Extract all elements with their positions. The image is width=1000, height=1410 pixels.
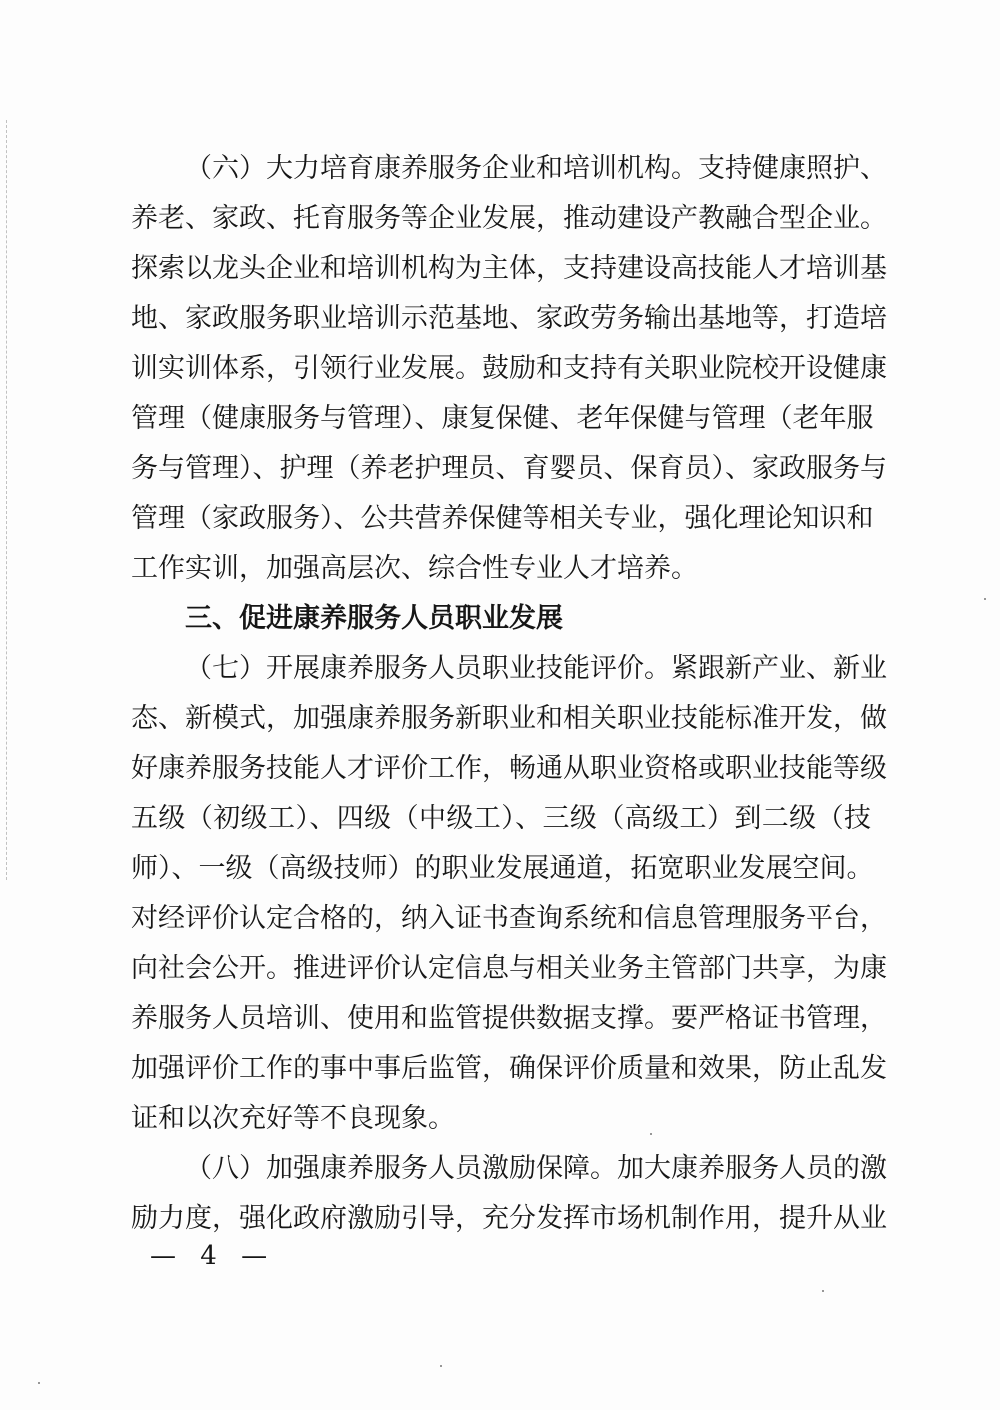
paragraph-6-line-2: 养老、家政、托育服务等企业发展，推动建设产教融合型企业。 xyxy=(131,203,887,234)
paragraph-8-line-1: （八）加强康养服务人员激励保障。加大康养服务人员的激 xyxy=(185,1153,887,1184)
paragraph-7-line-2: 态、新模式，加强康养服务新职业和相关职业技能标准开发，做 xyxy=(131,703,887,734)
paragraph-7-line-8: 养服务人员培训、使用和监管提供数据支撑。要严格证书管理， xyxy=(131,1003,887,1034)
paragraph-7-line-3: 好康养服务技能人才评价工作，畅通从职业资格或职业技能等级 xyxy=(131,753,887,784)
paragraph-7-line-9: 加强评价工作的事中事后监管，确保评价质量和效果，防止乱发 xyxy=(131,1053,887,1084)
paragraph-7-line-4: 五级（初级工）、四级（中级工）、三级（高级工）到二级（技 xyxy=(131,803,871,834)
paragraph-6-line-6: 管理（健康服务与管理）、康复保健、老年保健与管理（老年服 xyxy=(131,403,874,434)
paragraph-6-line-3: 探索以龙头企业和培训机构为主体，支持建设高技能人才培训基 xyxy=(131,253,887,284)
paragraph-6-line-7: 务与管理）、护理（养老护理员、育婴员、保育员）、家政服务与 xyxy=(131,453,887,484)
paragraph-7-line-10: 证和以次充好等不良现象。 xyxy=(131,1103,455,1134)
paragraph-6-line-1: （六）大力培育康养服务企业和培训机构。支持健康照护、 xyxy=(185,153,887,184)
paragraph-6-line-8: 管理（家政服务）、公共营养保健等相关专业，强化理论知识和 xyxy=(131,503,874,534)
paragraph-8-line-2: 励力度，强化政府激励引导，充分发挥市场机制作用，提升从业 xyxy=(131,1203,887,1234)
scan-speck xyxy=(440,1365,442,1367)
binding-margin-mark xyxy=(6,120,7,880)
paragraph-7-line-5: 师）、一级（高级技师）的职业发展通道，拓宽职业发展空间。 xyxy=(131,853,874,884)
scan-speck xyxy=(822,1290,824,1292)
section-heading: 三、促进康养服务人员职业发展 xyxy=(185,603,563,634)
page-number: — 4 — xyxy=(150,1241,276,1271)
paragraph-6-line-9: 工作实训，加强高层次、综合性专业人才培养。 xyxy=(131,553,698,584)
scan-speck xyxy=(650,1133,652,1135)
scan-speck xyxy=(984,598,986,600)
paragraph-7-line-1: （七）开展康养服务人员职业技能评价。紧跟新产业、新业 xyxy=(185,653,887,684)
paragraph-7-line-6: 对经评价认定合格的，纳入证书查询系统和信息管理服务平台， xyxy=(131,903,887,934)
paragraph-6-line-5: 训实训体系，引领行业发展。鼓励和支持有关职业院校开设健康 xyxy=(131,353,887,384)
paragraph-7-line-7: 向社会公开。推进评价认定信息与相关业务主管部门共享，为康 xyxy=(131,953,887,984)
paragraph-6-line-4: 地、家政服务职业培训示范基地、家政劳务输出基地等，打造培 xyxy=(131,303,887,334)
scan-speck xyxy=(38,1382,40,1384)
